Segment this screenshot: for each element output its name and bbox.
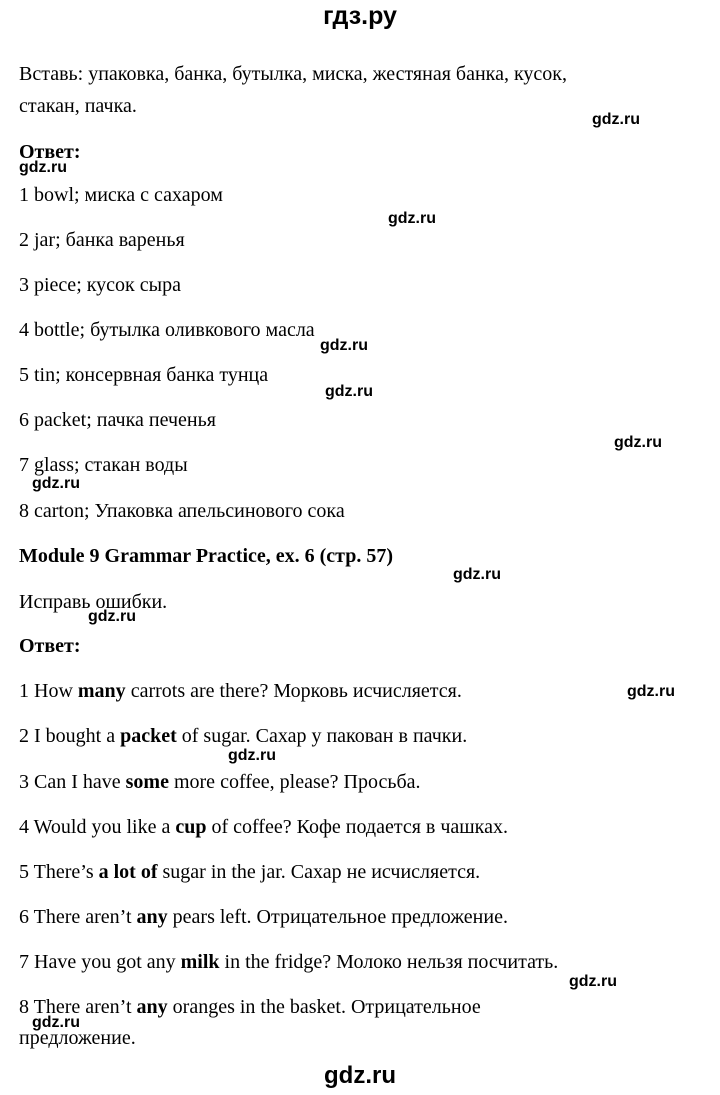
watermark: gdz.ru xyxy=(453,566,501,583)
task2-item: 5 There’s a lot of sugar in the jar. Сахар не исчисляется. xyxy=(19,861,481,883)
site-footer: gdz.ru xyxy=(324,1062,396,1089)
watermark: gdz.ru xyxy=(569,973,617,990)
task2-item: 3 Can I have some more coffee, please? Просьба. xyxy=(19,771,421,793)
task1-item: 2 jar; банка варенья xyxy=(19,229,185,251)
watermark: gdz.ru xyxy=(32,1014,80,1031)
watermark: gdz.ru xyxy=(32,475,80,492)
task1-item: 4 bottle; бутылка оливкового масла xyxy=(19,319,315,341)
watermark: gdz.ru xyxy=(614,434,662,451)
watermark: gdz.ru xyxy=(325,383,373,400)
task2-item: 2 I bought a packet of sugar. Сахар у пакован в пачки. xyxy=(19,725,468,747)
task2-item: 7 Have you got any milk in the fridge? Молоко нельзя посчитать. xyxy=(19,951,559,973)
watermark: gdz.ru xyxy=(320,337,368,354)
task1-item: 3 piece; кусок сыра xyxy=(19,274,181,296)
watermark: gdz.ru xyxy=(388,210,436,227)
watermark: gdz.ru xyxy=(19,159,67,176)
task2-item: 4 Would you like a cup of coffee? Кофе подается в чашках. xyxy=(19,816,508,838)
task1-instruction-line2: стакан, пачка. xyxy=(19,95,137,117)
task1-item: 6 packet; пачка печенья xyxy=(19,409,216,431)
watermark: gdz.ru xyxy=(627,683,675,700)
task1-instruction-line1: Вставь: упаковка, банка, бутылка, миска, жестяная банка, кусок, xyxy=(19,63,567,85)
task1-item: 5 tin; консервная банка тунца xyxy=(19,364,269,386)
task2-instruction: Исправь ошибки. xyxy=(19,591,168,613)
watermark: gdz.ru xyxy=(228,747,276,764)
task2-title: Module 9 Grammar Practice, ex. 6 (стр. 57) xyxy=(19,545,394,567)
task2-item: 8 There aren’t any oranges in the basket. Отрицательное xyxy=(19,996,481,1018)
watermark: gdz.ru xyxy=(592,111,640,128)
site-header: гдз.ру xyxy=(323,2,397,30)
task2-item: 1 How many carrots are there? Морковь исчисляется. xyxy=(19,680,462,702)
task2-item8-continuation: предложение. xyxy=(19,1027,136,1049)
task2-item: 6 There aren’t any pears left. Отрицательное предложение. xyxy=(19,906,508,928)
task1-answer-label: Ответ: xyxy=(19,141,81,163)
task1-item: 7 glass; стакан воды xyxy=(19,454,188,476)
task2-answer-label: Ответ: xyxy=(19,635,81,657)
task1-item: 1 bowl; миска с сахаром xyxy=(19,184,223,206)
task1-item: 8 carton; Упаковка апельсинового сока xyxy=(19,500,345,522)
watermark: gdz.ru xyxy=(88,608,136,625)
